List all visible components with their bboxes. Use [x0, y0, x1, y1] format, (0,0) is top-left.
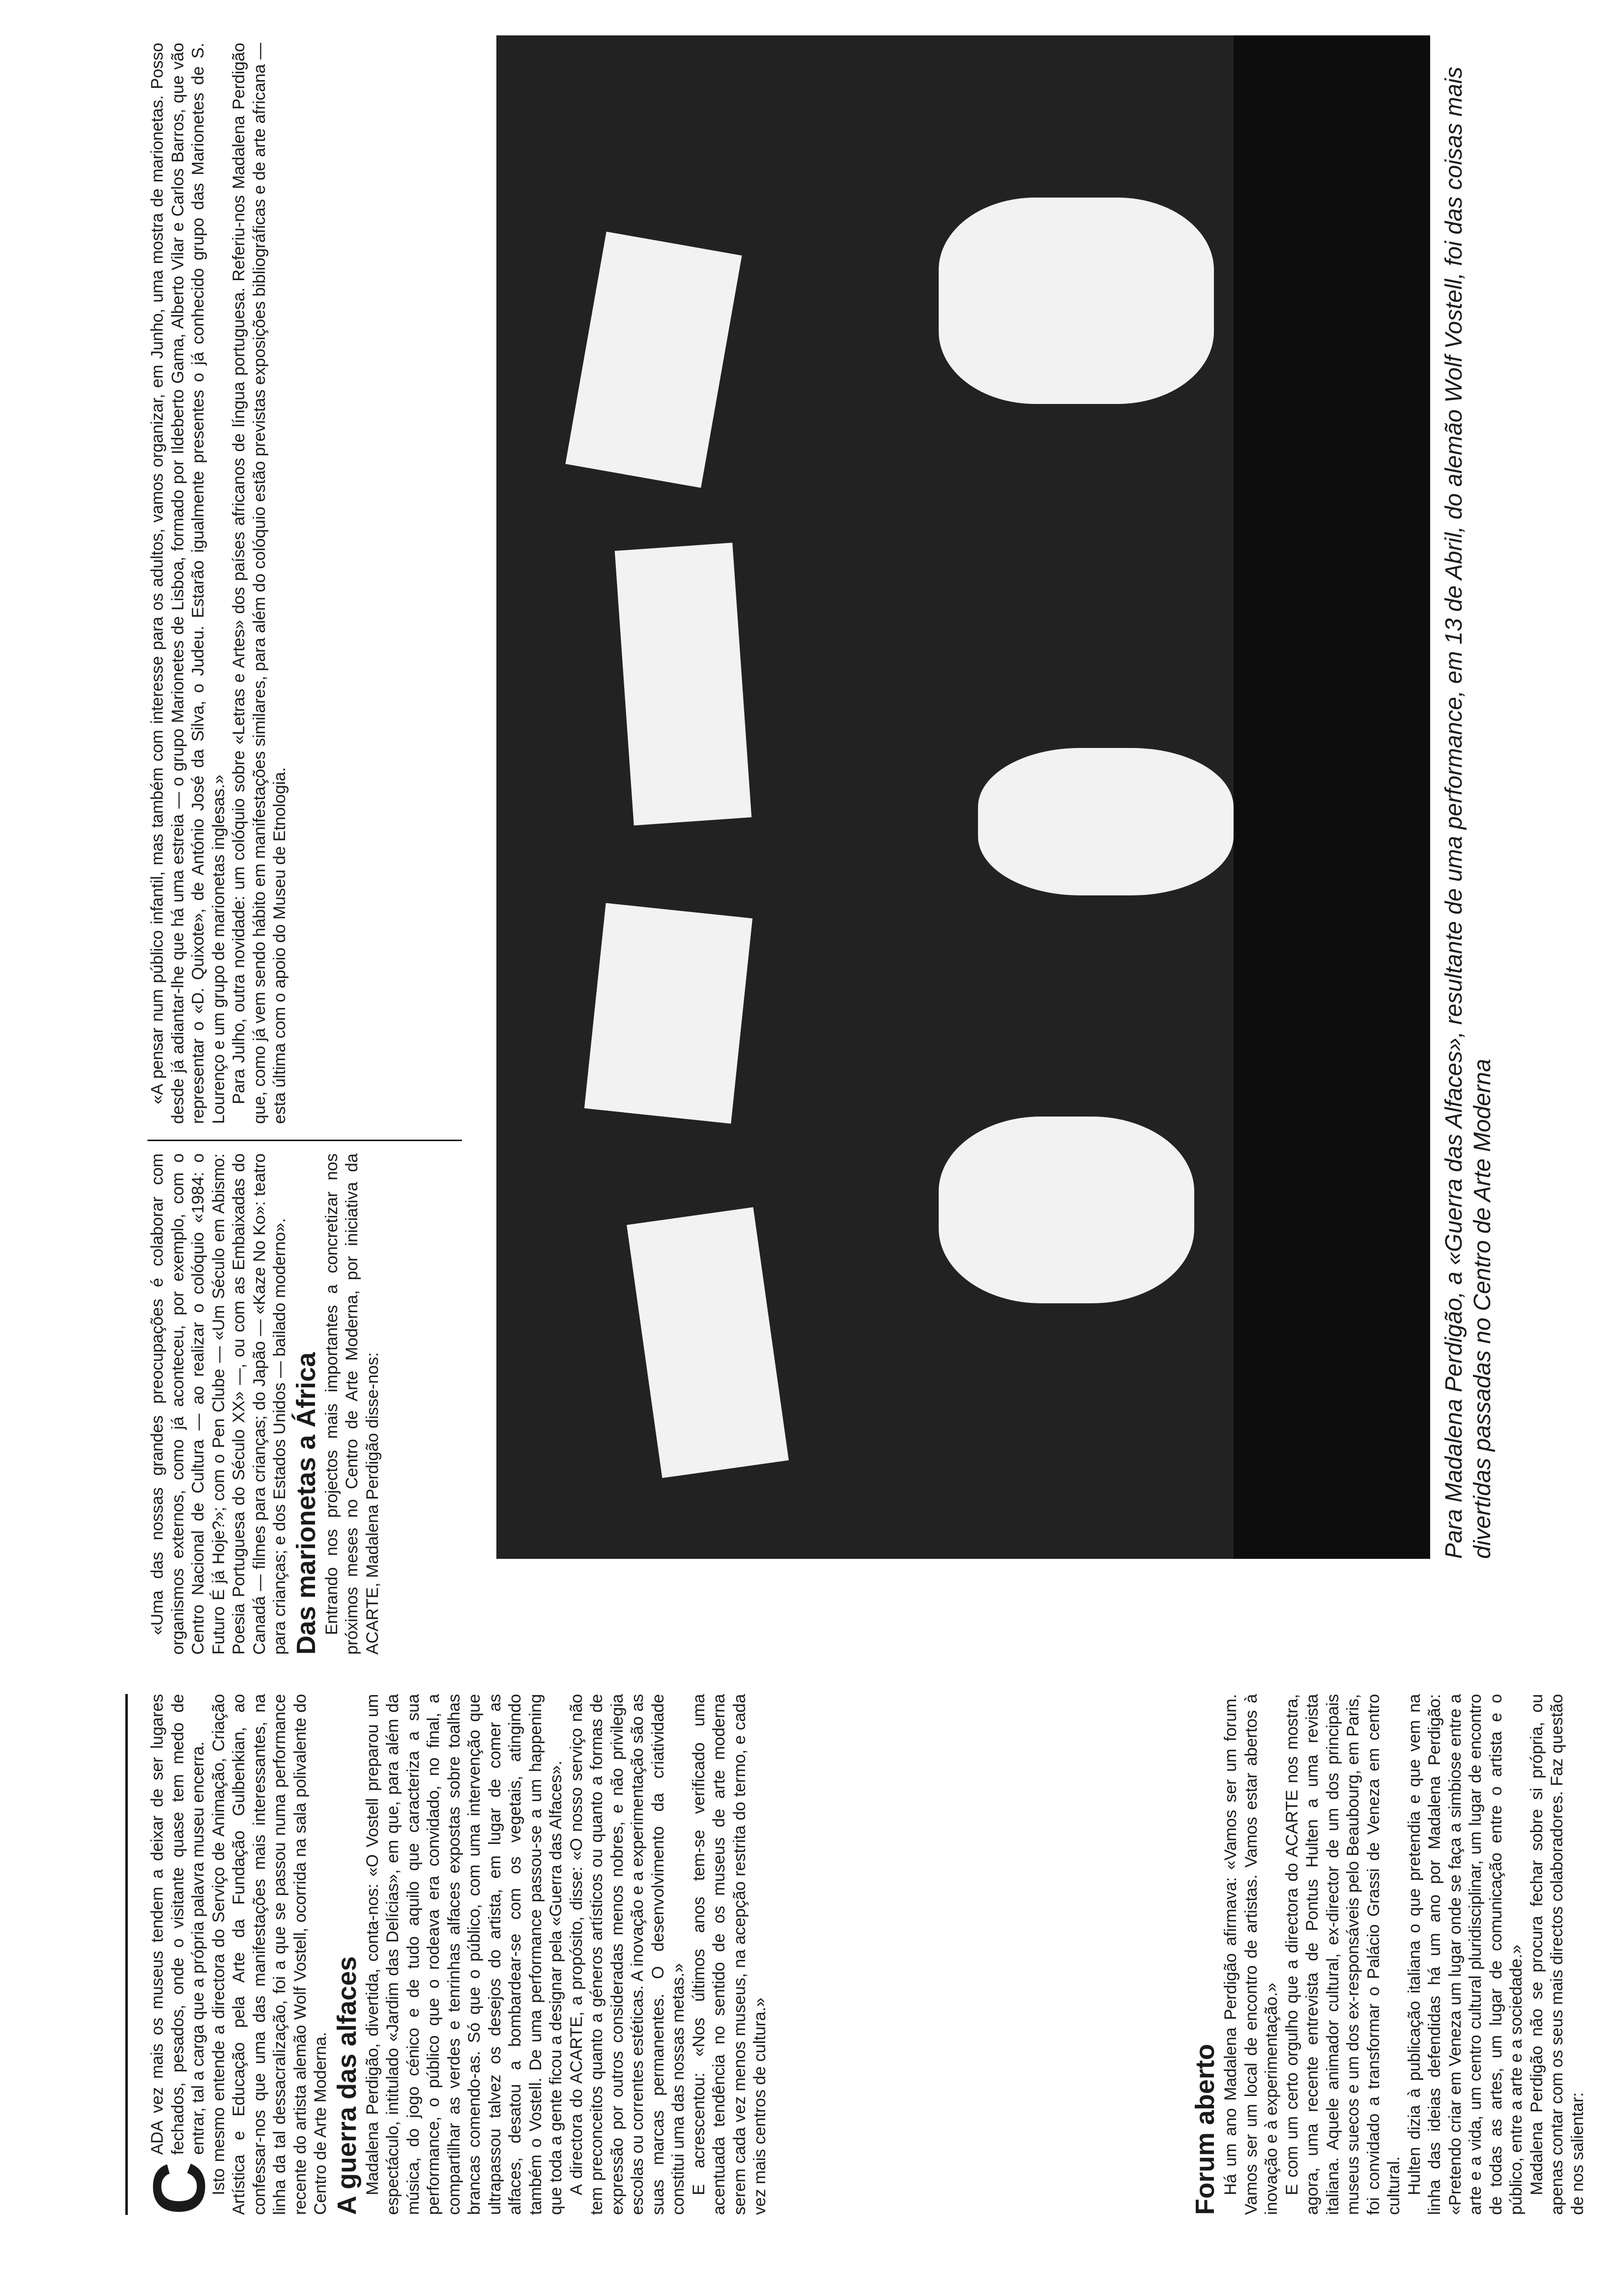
body-paragraph: Hulten dizia à publicação italiana o que pretendia e que vem na linha das ideias defendidas há um ano por Madalena Perdigão: «Pretendo criar em Veneza um lugar onde se faça a simbiose entre a arte e a vida, um centro cultural pluridisciplinar, um lugar de encontro de todas as artes, um lugar de comunicação entre o artista e o público, entre a arte e a sociedade.» — [1405, 1694, 1526, 2215]
performance-photo — [496, 35, 1430, 1559]
top-rule — [125, 1694, 128, 2215]
column-3 — [147, 1153, 383, 1655]
body-paragraph: Entrando nos projectos mais importantes a concretizar nos próximos meses no Centro de Arte Moderna, por iniciativa da ACARTE, Madalena Perdigão disse-nos: — [322, 1153, 382, 1655]
column-1 — [138, 1694, 771, 2215]
photo-shadow — [1234, 35, 1430, 1559]
body-paragraph: «A pensar num público infantil, mas também com interesse para os adultos, vamos organizar, em Junho, uma mostra de marionetas. Posso desde já adiantar-lhe que há uma estreia — o grupo Marionetes de Lisboa, formado por Ildeberto Gama, Alberto Vilar e Carlos Barros, que vão representar o «D. Quixote», de António José da Silva, o Judeu. Estarão igualmente presentes o já conhecido grupo das Marionetes de S. Lourenço e um grupo de marionetas inglesas.» — [148, 43, 228, 1124]
photo-figure — [939, 198, 1214, 404]
section-heading-forum: Forum aberto — [1190, 2043, 1220, 2215]
intro-paragraph: Isto mesmo entende a directora do Serviço de Animação, Criação Artística e Educação pela Arte da Fundação Gulbenkian, ao confessar-nos que uma das manifestações mais interessantes, na linha da tal dessacralização, foi a que se passou numa performance recente do artista alemão Wolf Vostell, ocorrida na sala polivalente do Centro de Arte Moderna. — [209, 1694, 330, 2215]
photo-caption: Para Madalena Perdigão, a «Guerra das Alfaces», resultante de uma performance, em 13 de Abril, do alemão Wolf Vostell, foi das coisas mais divertidas passadas no Centro de Arte Moderna — [1441, 66, 1496, 1559]
column-forum — [1189, 1694, 1588, 2215]
column-rule — [147, 1140, 462, 1141]
body-paragraph: Há um ano Madalena Perdigão afirmava: «Vamos ser um forum. Vamos ser um local de encontro de artistas. Vamos estar abertos à inovação e à experimentação.» — [1221, 1694, 1281, 2215]
photo-tablecloth — [584, 903, 752, 1123]
drop-cap: C — [138, 2161, 220, 2215]
body-paragraph: «Uma das nossas grandes preocupações é colaborar com organismos externos, como já aconteceu, por exemplo, com o Centro Nacional de Cultura — ao realizar o colóquio «1984: o Futuro É já Hoje?»; com o Pen Clube — «Um Século em Abismo: Poesia Portuguesa do Século XX» —, ou com as Embaixadas do Canadá — filmes para crianças; do Japão — «Kaze No Ko»: teatro para crianças; e dos Estados Unidos — bailado moderno». — [148, 1153, 289, 1655]
body-paragraph: E acrescentou: «Nos últimos anos tem-se verificado uma acentuada tendência no sentido de os museus de arte moderna serem cada vez menos museus, na acepção restrita do termo, e cada vez mais centros de cultura.» — [689, 1694, 769, 2215]
body-paragraph: E com um certo orgulho que a directora do ACARTE nos mostra, agora, uma recente entrevista de Pontus Hulten a uma revista italiana. Aquele animador cultural, ex-director de um dos principais museus suecos e um dos ex-responsáveis pelo Beaubourg, em Paris, foi convidado a transformar o Palácio Grassi de Veneza em centro cultural. — [1282, 1694, 1403, 2215]
photo-figure — [978, 748, 1234, 895]
photo-figure — [939, 1117, 1194, 1303]
body-paragraph: Madalena Perdigão não se procura fechar sobre si própria, ou apenas contar com os seus mais directos colaboradores. Faz questão de nos salientar: — [1527, 1694, 1587, 2215]
photo-tablecloth — [627, 1207, 789, 1478]
photo-tablecloth — [615, 543, 751, 825]
section-heading-marionetas: Das marionetas a África — [291, 1352, 321, 1655]
photo-tablecloth — [565, 231, 742, 488]
column-4 — [147, 43, 290, 1124]
section-heading-alfaces: A guerra das alfaces — [332, 1956, 362, 2215]
body-paragraph: Madalena Perdigão, divertida, conta-nos: «O Vostell preparou um espectáculo, intitulado «Jardim das Delícias», em que, para além da música, do jogo cénico e de tudo aquilo que caracteriza a sua performance, o público que o rodeava era convidado, no final, a compartilhar as verdes e tenrinhas alfaces expostas sobre toalhas brancas comendo-as. Só que o público, com uma intervenção que ultrapassou talvez os desejos do artista, em lugar de comer as alfaces, desatou a bombardear-se com os vegetais, atingindo também o Vostell. De uma performance passou-se a um happening que toda a gente ficou a designar pela «Guerra das Alfaces». — [363, 1694, 565, 2215]
body-paragraph: Para Julho, outra novidade: um colóquio sobre «Letras e Artes» dos países africanos de língua portuguesa. Referiu-nos Madalena Perdigão que, como já vem sendo hábito em manifestações similares, para além do colóquio estão previstas exposições bibliográficas e de arte africana — esta última com o apoio do Museu de Etnologia. — [230, 43, 289, 1124]
intro-paragraph: ADA vez mais os museus tendem a deixar de ser lugares fechados, pesados, onde o visitante quase tem medo de entrar, tal a carga que a própria palavra museu encerra. — [148, 1694, 207, 2155]
body-paragraph: A directora do ACARTE, a propósito, disse: «O nosso serviço não tem preconceitos quanto a géneros artísticos ou quanto a formas de expressão por outros consideradas menos nobres, e não privilegia escolas ou correntes estéticas. A inovação e a experimentação são as suas marcas permanentes. O desenvolvimento da criatividade constitui uma das nossas metas.» — [567, 1694, 688, 2215]
